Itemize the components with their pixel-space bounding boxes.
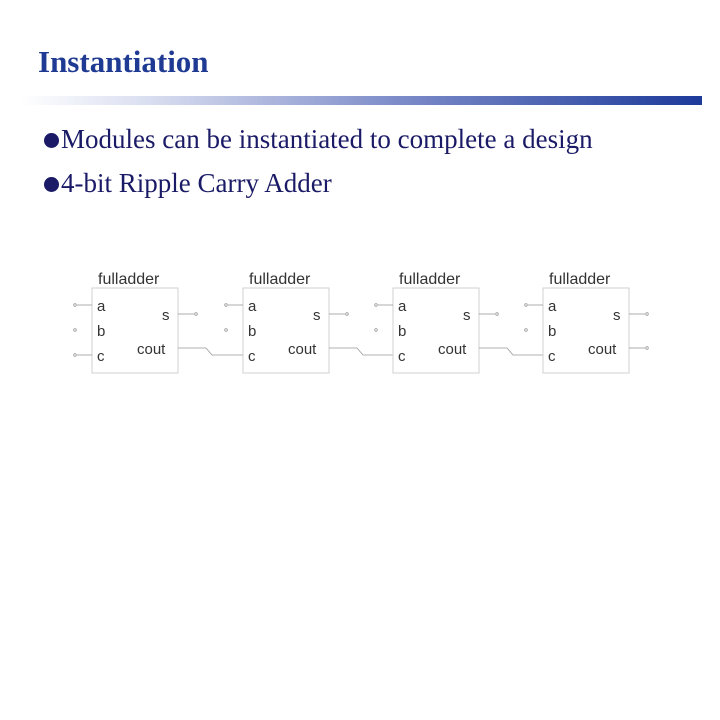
output-terminal-icon — [195, 313, 198, 316]
input-terminal-icon — [525, 304, 528, 307]
input-port-label: a — [398, 298, 407, 315]
input-terminal-icon — [375, 304, 378, 307]
carry-chain-wire — [329, 348, 393, 355]
output-terminal-icon — [496, 313, 499, 316]
bullet-text: Modules can be instantiated to complete a design — [61, 124, 593, 154]
input-port-label: b — [97, 323, 106, 340]
module-name-label: fulladder — [98, 271, 160, 288]
output-terminal-icon — [346, 313, 349, 316]
output-port-label: s — [162, 307, 170, 324]
output-terminal-icon — [646, 313, 649, 316]
carry-chain-wire — [479, 348, 543, 355]
output-port-label: cout — [137, 341, 166, 358]
input-terminal-icon — [74, 354, 77, 357]
input-port-label: a — [97, 298, 106, 315]
input-terminal-icon — [74, 304, 77, 307]
input-terminal-icon — [74, 329, 77, 332]
input-port-label: c — [548, 348, 556, 365]
output-port-label: s — [463, 307, 471, 324]
input-port-label: b — [398, 323, 407, 340]
output-port-label: cout — [438, 341, 467, 358]
carry-chain-wire — [178, 348, 243, 355]
input-port-label: c — [248, 348, 256, 365]
input-port-label: c — [97, 348, 105, 365]
module-name-label: fulladder — [399, 271, 461, 288]
input-port-label: b — [248, 323, 257, 340]
output-port-label: cout — [288, 341, 317, 358]
input-terminal-icon — [525, 329, 528, 332]
module-name-label: fulladder — [549, 271, 611, 288]
input-terminal-icon — [225, 304, 228, 307]
slide-title: Instantiation — [38, 44, 209, 79]
output-port-label: s — [313, 307, 321, 324]
output-port-label: cout — [588, 341, 617, 358]
module-name-label: fulladder — [249, 271, 311, 288]
output-port-label: s — [613, 307, 621, 324]
input-port-label: c — [398, 348, 406, 365]
input-port-label: a — [548, 298, 557, 315]
input-port-label: b — [548, 323, 557, 340]
input-terminal-icon — [375, 329, 378, 332]
input-port-label: a — [248, 298, 257, 315]
input-terminal-icon — [225, 329, 228, 332]
bullet-text: 4-bit Ripple Carry Adder — [61, 168, 332, 198]
output-terminal-icon — [646, 347, 649, 350]
